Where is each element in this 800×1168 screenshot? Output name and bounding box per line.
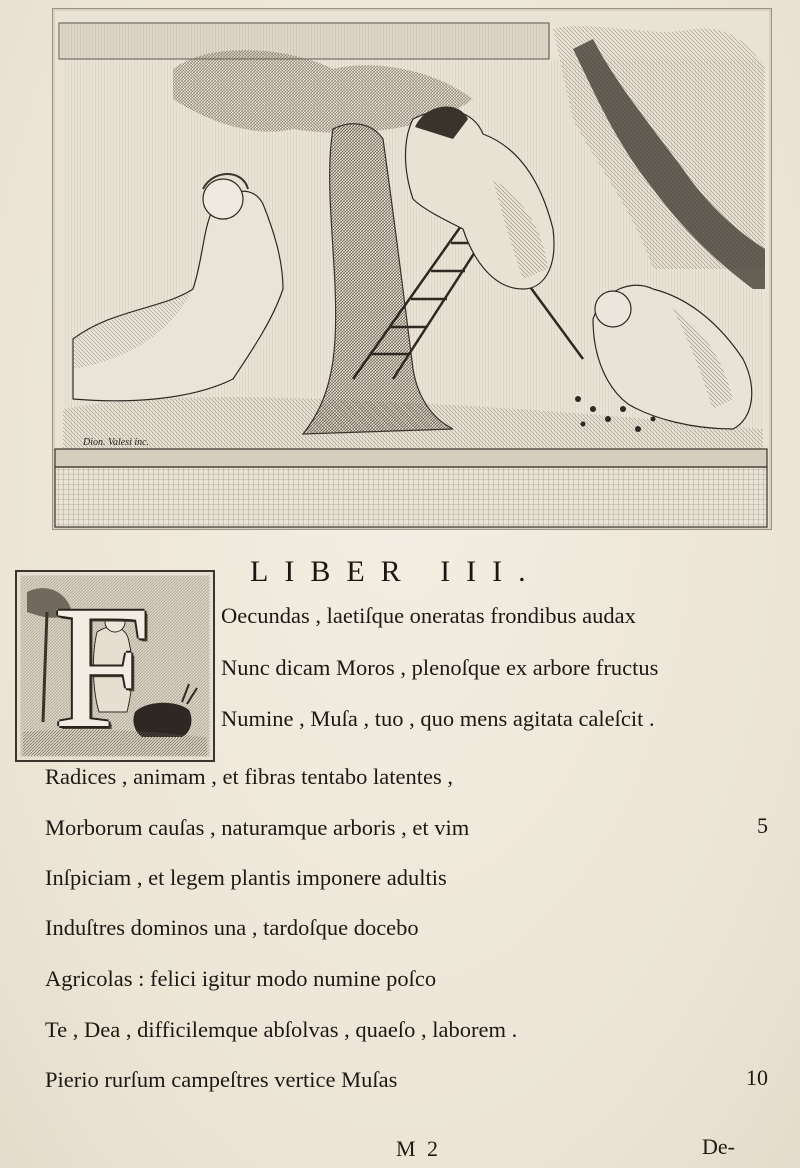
verse-line-8: Agricolas : felici igitur modo numine poſco xyxy=(45,966,437,991)
signature-mark: M 2 xyxy=(396,1136,442,1161)
line-number-5: 5 xyxy=(757,813,768,838)
initial-letter: F xyxy=(53,570,151,765)
verse-line-3: Numine , Muſa , tuo , quo mens agitata caleſcit . xyxy=(221,706,655,731)
verse-line-6: Inſpiciam , et legem plantis imponere adultis xyxy=(45,865,447,890)
verse-line-2: Nunc dicam Moros , plenoſque ex arbore fructus xyxy=(221,655,659,680)
engraving-plate xyxy=(52,8,772,530)
verse-line-7: Induſtres dominos una , tardoſque docebo xyxy=(45,915,419,940)
engraver-signature: Dion. Valesi inc. xyxy=(83,437,150,448)
engraving-illustration xyxy=(53,9,771,529)
verse-line-10: Pierio rurſum campeſtres vertice Muſas xyxy=(45,1067,398,1092)
verse-line-4: Radices , animam , et fibras tentabo latentes , xyxy=(45,764,453,789)
verse-line-9: Te , Dea , difficilemque abſolvas , quaeſo , laborem . xyxy=(45,1017,518,1042)
verse-line-1: Oecundas , laetiſque oneratas frondibus audax xyxy=(221,603,636,628)
decorated-initial xyxy=(15,570,215,765)
catchword: De- xyxy=(702,1134,735,1159)
verse-line-5: Morborum cauſas , naturamque arboris , et vim xyxy=(45,815,470,840)
line-number-10: 10 xyxy=(746,1065,768,1090)
book-title: LIBER III. xyxy=(250,555,542,588)
